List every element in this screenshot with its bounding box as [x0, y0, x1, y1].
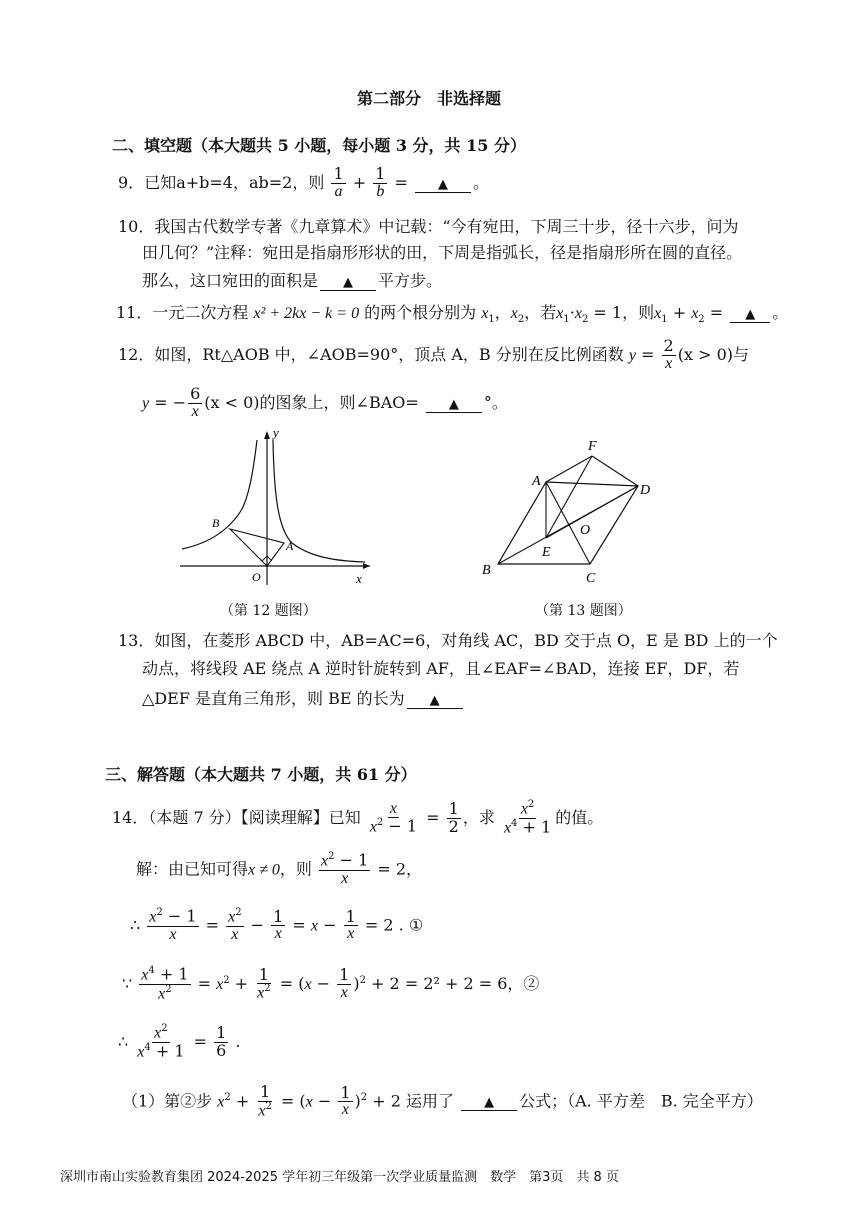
q14-part1: （1）第②步 $x^2$ + $\frac{1}{x^2}$ = (x − $\frac{1}{x}$ )$^2$ + 2 运用了 ▲ 公式；（A. 平方差 B. 完全平方）: [122, 1082, 763, 1120]
q10-line2: 田几何？”注释：宛田是指扇形形状的田，下周是指弧长，径是指扇形所在圆的直径。: [142, 243, 743, 262]
q14-step3: ∴ $\frac{x^2}{x^4 + 1}$ = $\frac{1}{6}$ .: [118, 1023, 241, 1061]
q14-sol-a: 解：由已知可得: [136, 859, 249, 879]
q11-text-c: 若: [540, 303, 557, 322]
q9-frac-1-over-b: $\frac{1}{b}$: [375, 164, 386, 200]
q9-frac-1-over-a: $\frac{1}{a}$: [333, 164, 344, 200]
q14-intro-a: 14．（本题 7 分）【阅读理解】已知: [112, 808, 361, 828]
fig13-label-B: B: [482, 563, 491, 578]
q14-given-frac: $\frac{x}{x^2 - 1}$: [369, 799, 418, 836]
q14-sol-frac: $\frac{x^2 - 1}{x}$: [321, 850, 369, 888]
q9-answer-blank: ▲: [415, 177, 471, 193]
q14-intro-b: ，求: [462, 808, 495, 828]
q11-text-a: 11．一元二次方程: [116, 303, 249, 322]
q12-line1-a: 12．如图，Rt△AOB 中，∠AOB=90°，顶点 A，B 分别在反比例函数: [118, 344, 624, 364]
q12-line2: y = − $\frac{6}{x}$ (x < 0)的图象上，则∠BAO= ▲ °。: [142, 384, 508, 420]
q13-line1: 13．如图，在菱形 ABCD 中，AB=AC=6，对角线 AC，BD 交于点 O，E 是 BD 上的一个: [118, 631, 778, 650]
page-footer: 深圳市南山实验教育集团 2024-2025 学年初三年级第一次学业质量监测 数学 第3页 共 8 页: [60, 1170, 619, 1185]
solve-heading: 三、解答题（本大题共 7 小题，共 61 分）: [105, 765, 417, 784]
q14-given-half: $\frac{1}{2}$: [448, 799, 459, 837]
q11-text-b: 的两个根分别为: [364, 303, 477, 322]
q12-line2-a: (x < 0)的图象上，则∠BAO=: [204, 392, 419, 412]
fig13-label-O: O: [580, 523, 591, 538]
fig13-segment-ED: [546, 486, 638, 538]
fig12-label-O: O: [252, 570, 261, 584]
q12-frac-6-over-x: $\frac{6}{x}$: [190, 384, 201, 420]
fig13-caption: （第 13 题图）: [535, 603, 632, 619]
q14-part1-a: （1）第②步: [122, 1091, 213, 1111]
figure-13: [470, 430, 670, 590]
q9-number: 9．: [118, 172, 145, 192]
q12-answer-blank: ▲: [426, 397, 482, 413]
q14-step2-end: + 2 = 2² + 2 = 6，②: [371, 974, 540, 994]
q14-sol-d: = 2，: [377, 859, 423, 879]
q12-line1-b: (x > 0)与: [677, 344, 749, 364]
q9-plus: +: [352, 172, 367, 192]
q14-part1-b: + 2 运用了: [372, 1091, 455, 1111]
q14-step2: ∵ $\frac{x^4 + 1}{x^2}$ = $x^2$ + $\frac{1}{x^2}$ = (x − $\frac{1}{x}$ )$^2$ + 2 = 2² + 2 = 6，②: [122, 964, 540, 1003]
fig13-label-E: E: [542, 545, 551, 560]
q10-line3-a: 那么，这口宛田的面积是: [142, 271, 319, 290]
fig13-label-C: C: [586, 571, 596, 586]
q12-line1: 12．如图，Rt△AOB 中，∠AOB=90°，顶点 A，B 分别在反比例函数 y = $\frac{2}{x}$ (x > 0)与: [118, 336, 749, 372]
fig12-label-x: x: [356, 571, 362, 586]
q14-step1-end: = 2 . ①: [364, 915, 424, 935]
q14-target-frac: $\frac{x^2}{x^4 + 1}$: [503, 799, 552, 837]
q12-frac-2-over-x: $\frac{2}{x}$: [663, 336, 674, 372]
fig13-label-D: D: [640, 483, 651, 498]
fig12-label-B: B: [212, 516, 220, 530]
q14-sol-b: x ≠ 0: [248, 861, 280, 879]
section-title: 第二部分 非选择题: [357, 89, 502, 108]
q10-line3-b: 平方步。: [378, 271, 443, 290]
q10-line1: 10．我国古代数学专著《九章算术》中记载：“今有宛田，下周三十步，径十六步，问为: [118, 217, 739, 236]
fig12-caption: （第 12 题图）: [220, 603, 317, 619]
q11-answer-blank: ▲: [730, 307, 770, 323]
q11-text-d: 则: [638, 303, 655, 322]
q13-line3-text: △DEF 是直角三角形，则 BE 的长为: [142, 689, 405, 708]
q10-line3: [142, 268, 442, 291]
q14-part1-c: 公式；（A. 平方差 B. 完全平方）: [519, 1091, 763, 1111]
q9-text: 已知a+b=4，ab=2，则: [144, 172, 325, 192]
fig13-label-F: F: [588, 439, 597, 454]
q14-solution-line: [136, 852, 422, 888]
fig12-label-y: y: [273, 425, 279, 440]
q13-answer-blank: ▲: [407, 693, 463, 709]
q9-equals: =: [394, 172, 408, 192]
fig12-x-arrow: [363, 563, 370, 569]
q13-line3: [142, 686, 465, 709]
fig12-triangle: [230, 529, 284, 566]
fig13-label-A: A: [532, 474, 541, 489]
question-11: 11．一元二次方程 x² + 2kx − k = 0 的两个根分别为 $x_1$，$x_2$，若$x_1\cdot x_2 = 1$，则$x_1 + x_2$ = ▲ 。: [116, 303, 789, 326]
fig12-label-A: A: [286, 539, 294, 553]
q10-answer-blank: ▲: [320, 275, 376, 291]
q13-line2: 动点，将线段 AE 绕点 A 逆时针旋转到 AF，且∠EAF=∠BAD，连接 EF，DF，若: [142, 659, 740, 678]
figure-12: [170, 425, 380, 595]
q11-end: 。: [772, 303, 789, 322]
q14-intro-c: 的值。: [555, 808, 604, 828]
q14-step1: ∴ $\frac{x^2 - 1}{x}$ = $\frac{x^2}{x}$ − $\frac{1}{x}$ = x − $\frac{1}{x}$ = 2 . ①: [130, 906, 424, 944]
fig13-segment-FD: [592, 456, 638, 486]
q9-end: 。: [473, 172, 490, 192]
fill-in-heading: 二、填空题（本大题共 5 小题，每小题 3 分，共 15 分）: [112, 136, 526, 155]
q14-intro: 14．（本题 7 分）【阅读理解】已知 $\frac{x}{x^2 - 1}$ = $\frac{1}{2}$ ，求 $\frac{x^2}{x^4 + 1}$ 的值。: [112, 799, 604, 837]
fig12-y-arrow: [264, 431, 270, 439]
q14-part1-answer-blank: ▲: [461, 1095, 517, 1111]
q12-line2-b: °。: [483, 392, 508, 412]
question-9: [118, 166, 489, 201]
q14-sol-c: ，则: [279, 859, 312, 879]
q11-equation: x² + 2kx − k = 0: [253, 305, 360, 322]
